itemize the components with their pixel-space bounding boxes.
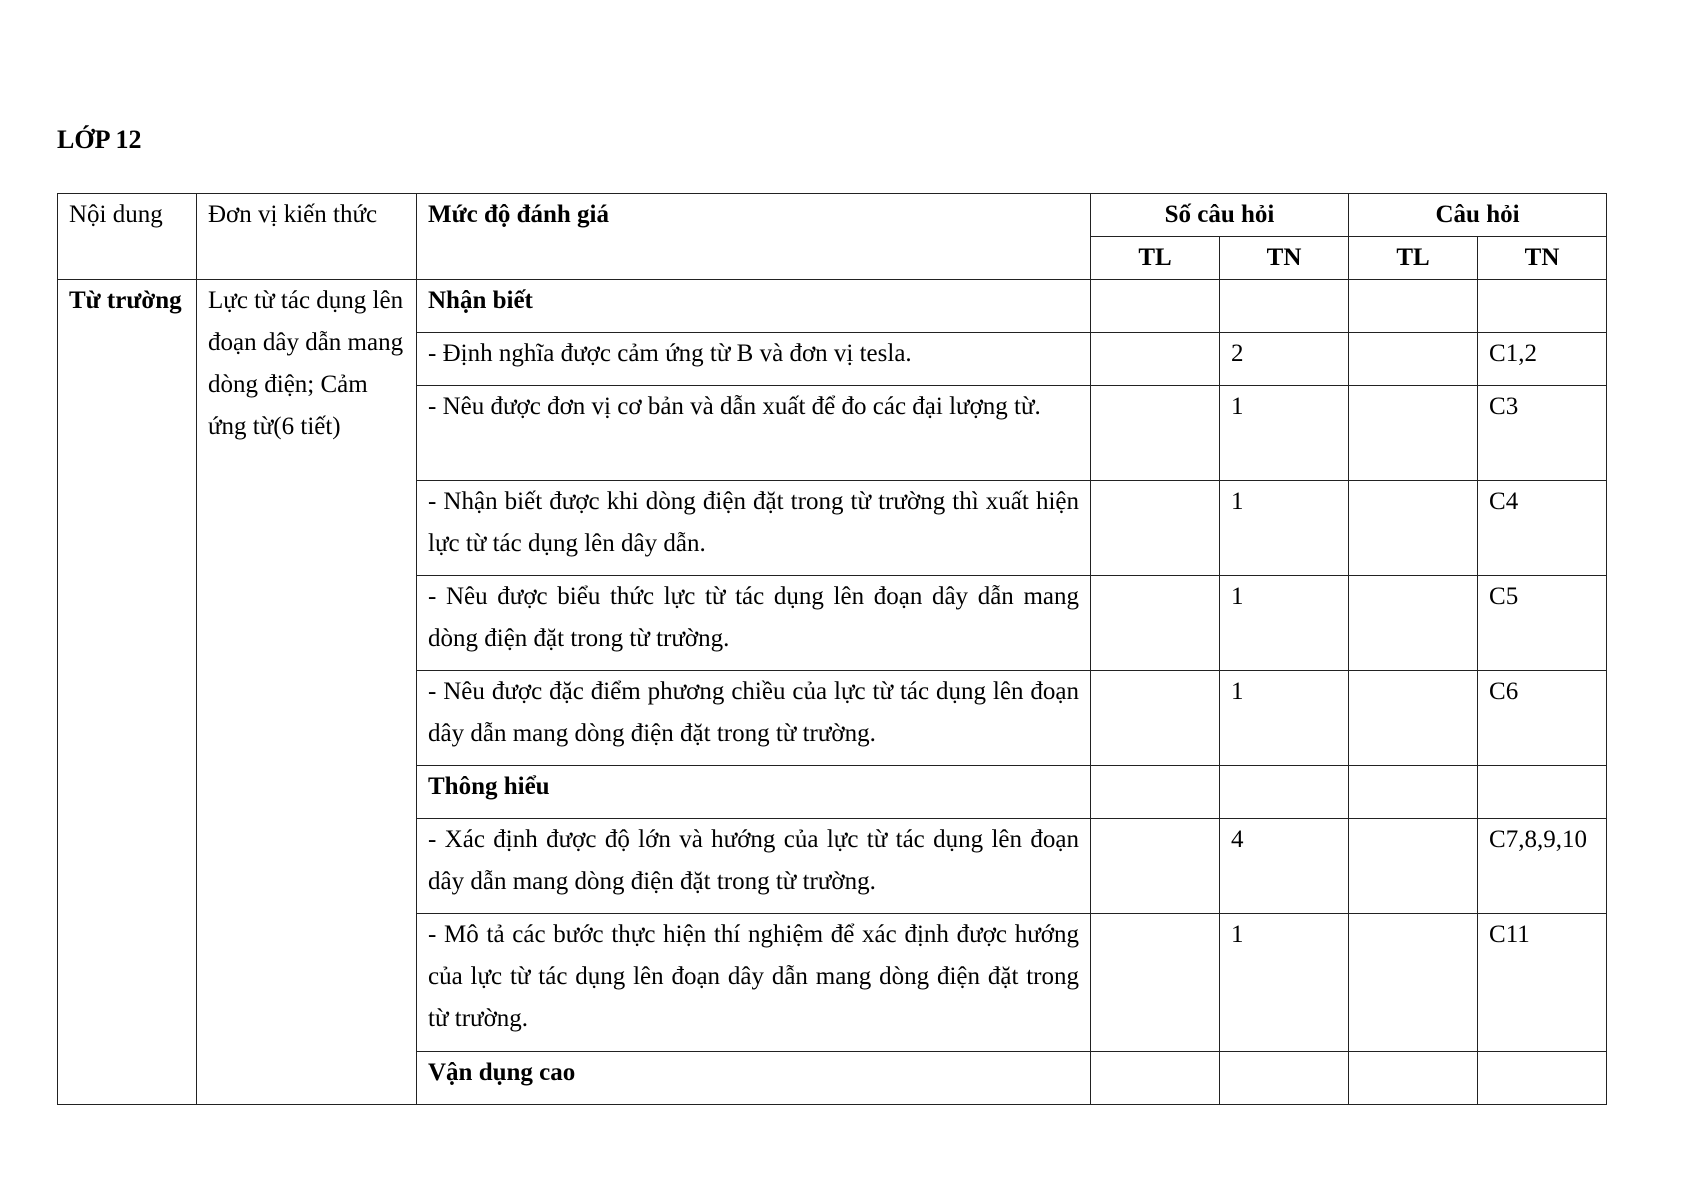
cau-hoi-tn-cell	[1478, 280, 1607, 333]
so-cau-tl-cell	[1091, 914, 1220, 1052]
criterion-text: - Định nghĩa được cảm ứng từ B và đơn vị tesla.	[417, 333, 1091, 386]
topic-don-vi-kien-thuc: Lực từ tác dụng lên đoạn dây dẫn mang dòng điện; Cảm ứng từ(6 tiết)	[197, 280, 417, 1105]
cau-hoi-tn-cell	[1478, 1052, 1607, 1105]
so-cau-tl-cell	[1091, 819, 1220, 914]
so-cau-tn-cell: 1	[1220, 576, 1349, 671]
so-cau-tn-cell	[1220, 1052, 1349, 1105]
so-cau-tl-cell	[1091, 481, 1220, 576]
level-heading-thong-hieu: Thông hiểu	[417, 766, 1091, 819]
cau-hoi-tn-cell: C6	[1478, 671, 1607, 766]
cau-hoi-tl-cell	[1349, 576, 1478, 671]
header-so-cau-hoi: Số câu hỏi	[1091, 194, 1349, 237]
so-cau-tn-cell: 4	[1220, 819, 1349, 914]
cau-hoi-tl-cell	[1349, 819, 1478, 914]
so-cau-tn-cell: 1	[1220, 914, 1349, 1052]
so-cau-tl-cell	[1091, 333, 1220, 386]
so-cau-tn-cell: 1	[1220, 671, 1349, 766]
header-so-cau-tl: TL	[1091, 237, 1220, 280]
so-cau-tl-cell	[1091, 1052, 1220, 1105]
header-muc-do-danh-gia: Mức độ đánh giá	[417, 194, 1091, 280]
so-cau-tn-cell: 1	[1220, 481, 1349, 576]
header-cau-hoi: Câu hỏi	[1349, 194, 1607, 237]
so-cau-tl-cell	[1091, 766, 1220, 819]
cau-hoi-tn-cell: C5	[1478, 576, 1607, 671]
header-noi-dung: Nội dung	[58, 194, 197, 280]
cau-hoi-tn-cell: C7,8,9,10	[1478, 819, 1607, 914]
so-cau-tl-cell	[1091, 386, 1220, 481]
header-row-1	[58, 194, 1607, 237]
cau-hoi-tl-cell	[1349, 914, 1478, 1052]
cau-hoi-tn-cell: C4	[1478, 481, 1607, 576]
so-cau-tl-cell	[1091, 671, 1220, 766]
page-title: LỚP 12	[57, 125, 142, 154]
so-cau-tn-cell	[1220, 766, 1349, 819]
criterion-text: - Nêu được đơn vị cơ bản và dẫn xuất để đo các đại lượng từ.	[417, 386, 1091, 481]
criterion-text: - Nêu được biểu thức lực từ tác dụng lên đoạn dây dẫn mang dòng điện đặt trong từ trường.	[417, 576, 1091, 671]
cau-hoi-tn-cell: C3	[1478, 386, 1607, 481]
level-heading-van-dung-cao: Vận dụng cao	[417, 1052, 1091, 1105]
header-don-vi-kien-thuc: Đơn vị kiến thức	[197, 194, 417, 280]
so-cau-tl-cell	[1091, 576, 1220, 671]
cau-hoi-tn-cell	[1478, 766, 1607, 819]
cau-hoi-tl-cell	[1349, 333, 1478, 386]
so-cau-tn-cell: 1	[1220, 386, 1349, 481]
topic-noi-dung: Từ trường	[58, 280, 197, 1105]
header-cau-hoi-tl: TL	[1349, 237, 1478, 280]
criterion-text: - Mô tả các bước thực hiện thí nghiệm để xác định được hướng của lực từ tác dụng lên đoạn dây dẫn mang dòng điện đặt trong từ trường.	[417, 914, 1091, 1052]
cau-hoi-tl-cell	[1349, 671, 1478, 766]
table-row	[58, 280, 1607, 333]
criterion-text: - Nhận biết được khi dòng điện đặt trong từ trường thì xuất hiện lực từ tác dụng lên dây dẫn.	[417, 481, 1091, 576]
cau-hoi-tl-cell	[1349, 386, 1478, 481]
cau-hoi-tn-cell: C1,2	[1478, 333, 1607, 386]
header-cau-hoi-tn: TN	[1478, 237, 1607, 280]
header-so-cau-tn: TN	[1220, 237, 1349, 280]
cau-hoi-tl-cell	[1349, 280, 1478, 333]
level-heading-nhan-biet: Nhận biết	[417, 280, 1091, 333]
cau-hoi-tl-cell	[1349, 766, 1478, 819]
criterion-text: - Nêu được đặc điểm phương chiều của lực từ tác dụng lên đoạn dây dẫn mang dòng điện đặt trong từ trường.	[417, 671, 1091, 766]
criterion-text: - Xác định được độ lớn và hướng của lực từ tác dụng lên đoạn dây dẫn mang dòng điện đặt trong từ trường.	[417, 819, 1091, 914]
cau-hoi-tn-cell: C11	[1478, 914, 1607, 1052]
so-cau-tl-cell	[1091, 280, 1220, 333]
so-cau-tn-cell: 2	[1220, 333, 1349, 386]
so-cau-tn-cell	[1220, 280, 1349, 333]
cau-hoi-tl-cell	[1349, 1052, 1478, 1105]
cau-hoi-tl-cell	[1349, 481, 1478, 576]
assessment-matrix-table	[57, 193, 1607, 1105]
